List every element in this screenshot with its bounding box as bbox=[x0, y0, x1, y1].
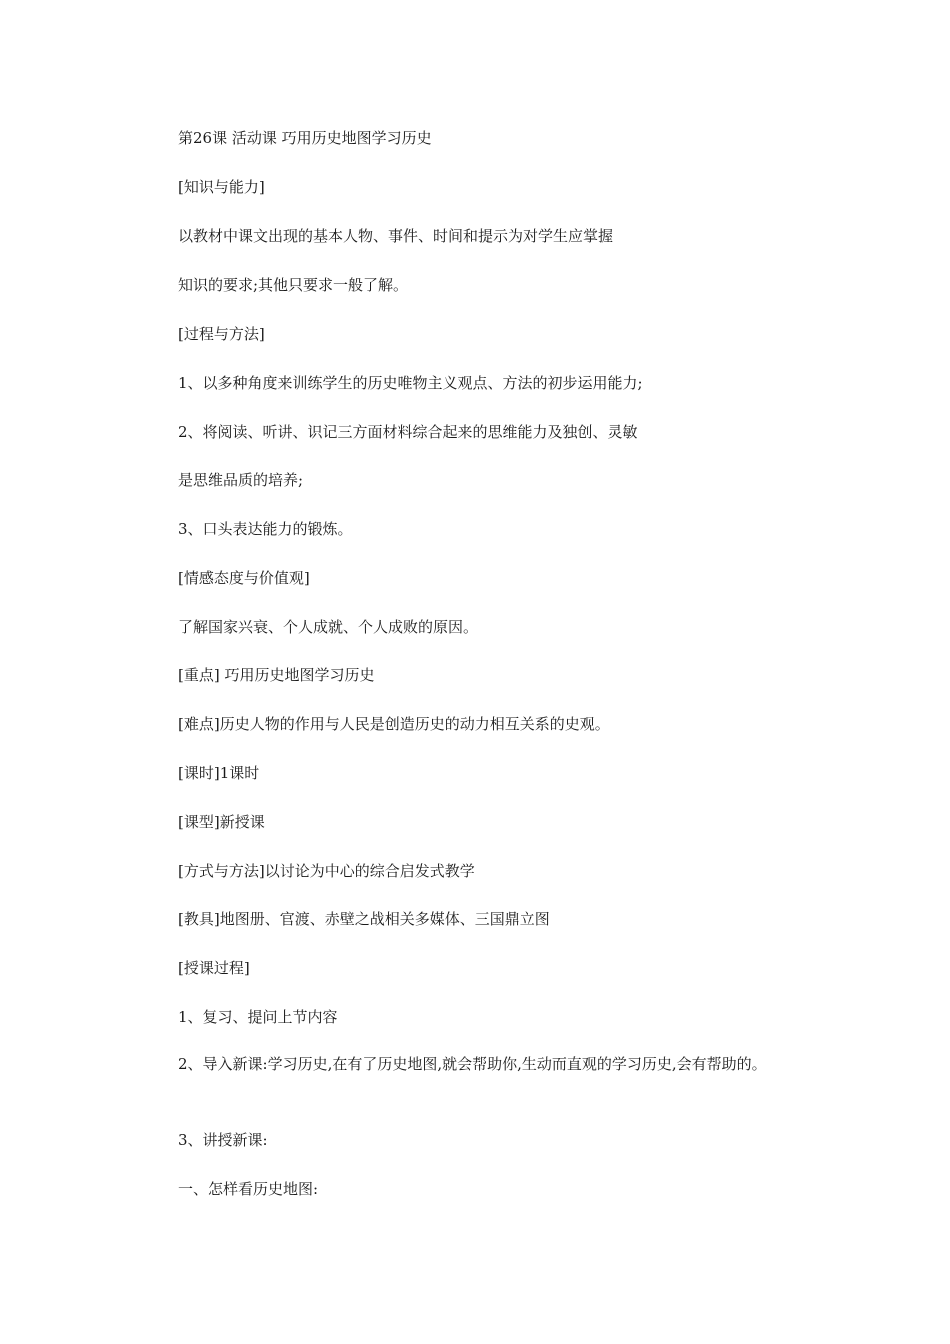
text-line: 3、讲授新课: bbox=[178, 1131, 268, 1149]
key-point-line: [重点] 巧用历史地图学习历史 bbox=[178, 666, 375, 684]
section-heading-knowledge: [知识与能力] bbox=[178, 178, 265, 196]
text-line: 一、怎样看历史地图: bbox=[178, 1180, 319, 1198]
text-line: 了解国家兴衰、个人成就、个人成败的原因。 bbox=[178, 618, 479, 636]
intro-paragraph: 2、导入新课:学习历史,在有了历史地图,就会帮助你,生动而直观的学习历史,会有帮助的。 bbox=[178, 1055, 767, 1073]
teaching-aids-line: [教具]地图册、官渡、赤壁之战相关多媒体、三国鼎立图 bbox=[178, 910, 550, 928]
section-heading-teaching-process: [授课过程] bbox=[178, 959, 250, 977]
text-line: 是思维品质的培养; bbox=[178, 471, 304, 489]
lesson-type-line: [课型]新授课 bbox=[178, 813, 265, 831]
section-heading-process: [过程与方法] bbox=[178, 325, 265, 343]
text-line: 1、以多种角度来训练学生的历史唯物主义观点、方法的初步运用能力; bbox=[178, 374, 643, 392]
section-heading-values: [情感态度与价值观] bbox=[178, 569, 310, 587]
text-line: 以教材中课文出现的基本人物、事件、时间和提示为对学生应掌握 bbox=[178, 227, 614, 245]
method-line: [方式与方法]以讨论为中心的综合启发式教学 bbox=[178, 862, 475, 880]
document-title: 第26课 活动课 巧用历史地图学习历史 bbox=[178, 129, 432, 147]
difficulty-line: [难点]历史人物的作用与人民是创造历史的动力相互关系的史观。 bbox=[178, 715, 610, 733]
text-line: 2、将阅读、听讲、识记三方面材料综合起来的思维能力及独创、灵敏 bbox=[178, 423, 638, 441]
text-line: 1、复习、提问上节内容 bbox=[178, 1008, 338, 1026]
text-line: 3、口头表达能力的锻炼。 bbox=[178, 520, 353, 538]
text-line: 知识的要求;其他只要求一般了解。 bbox=[178, 276, 409, 294]
class-hours-line: [课时]1课时 bbox=[178, 764, 260, 782]
